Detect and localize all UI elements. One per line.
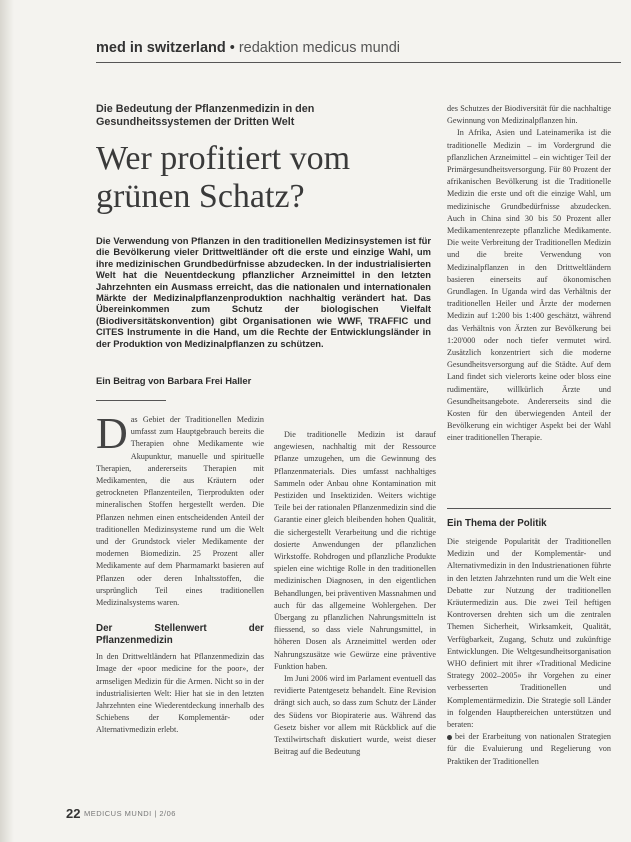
bullet-text: bei der Erarbeitung von nationalen Strategien für die Evaluierung und Regelierung von Praktiken der Traditionellen: [447, 732, 611, 766]
article-headline: Wer profitiert vom grünen Schatz?: [96, 140, 351, 215]
paragraph-text: as Gebiet der Traditionellen Medizin umfasst zum Hauptgebrauch bereits die Therapien ohne Medikamente wie Akupunktur, manuelle und spirituelle Therapien, andererseits Therapien mit Medikamenten, die aus Kräutern oder getrockneten Pflanzenteilen, Tierprodukten oder mineralischen Stoffen hergestellt werden. Die Pflanzen nehmen einen entscheidenden Anteil der traditionellen Medizinsysteme rund um die Welt und der Grundstock vieler Medikamente der modernen Biomedizin. 25 Prozent aller Medikamente auf dem Pharmamarkt basieren auf Pflanzen oder deren Inhaltsstoffen, die ursprünglich Teil eines traditionellen Medizinalsystems waren.: [96, 415, 264, 608]
body-paragraph: Die traditionelle Medizin ist darauf angewiesen, nachhaltig mit der Ressource Pflanze umzugehen, um die Gewinnung des Pflanzenmaterials. Dies umfasst nachhaltiges Sammeln oder Anbau ohne Kontamination mit Pestiziden und Insektiziden. Weiters wichtige Teile bei der rationalen Pflanzenmedizin sind die Garantie einer gleich bleibenden hohen Qualität, die sichergestellt Verarbeitung und die richtige dosierte Anwendungen der pflanzlichen Wirkstoffe. Rohdrogen und pflanzliche Produkte spielen eine wichtige Rolle in den traditionellen medizinischen Diagnosen, in den eigentlichen Behandlungen, bei präventiven Massnahmen und auch für das allgemeine Wohlergehen. Der Übergang zu pflanzlichen Nahrungsmitteln ist fliessend, so dass viele Nahrungsmittel, in höheren Dosen als Arzneimittel werden oder Nahrungszusätze wie Gewürze eine präventive Funktion haben.: [274, 430, 436, 671]
section-rule: [447, 508, 611, 509]
page-number: 22: [66, 806, 81, 821]
column-2: [274, 429, 436, 758]
body-paragraph: In Afrika, Asien und Lateinamerika ist die traditionelle Medizin – im Vordergrund die pflanzlichen Arzneimittel – ein wichtiger Teil der Primärgesundheitsversorgung. Für 80 Prozent der afrikanischen Bevölkerung ist die Traditionelle Medizin die erste und oft die einzige Wahl, um medizinische Grundbedürfnisse abzudecken. Auch in China sind 30 bis 50 Prozent aller Medikamentenrezepte pflanzliche Medikamente. Die weite Verbreitung der Traditionellen Medizin und die breite Verwendung von Medizinalpflanzen in den Drittweltländern basieren einerseits auf ökonomischen Grundlagen. In Uganda wird das Verhältnis der traditionellen Heiler und Ärzte der modernen Medizin auf 1:200 bis 1:400 geschätzt, während das Verhältnis von Ärzten zur Bevölkerung bei 1:20'000 oder noch tiefer vermutet wird. Zusätzlich konzentriert sich die moderne Gesundheitsversorgung auf die Städte. Auf dem Land findet sich vielerorts keine oder bloss eine rudimentäre, willkürlich Ärzte und Gesundheitsangebote. Andererseits sind die Kosten für den überwiegenden Anteil der Bevölkerung ein wichtiger Aspekt bei der Wahl einer traditionellen Therapie.: [447, 128, 611, 443]
article-byline: Ein Beitrag von Barbara Frei Haller: [96, 375, 252, 386]
header-rule: [96, 62, 621, 63]
body-paragraph: In den Drittweltländern hat Pflanzenmedizin das Image der «poor medicine for the poor», der armseligen Medizin für die Armen. Nicht so in der industrialisierten Welt: Hier hat sie in den letzten Jahrzehnten eine Wiederentdeckung innerhalb des Schiebens der Komplementär- oder Alternativmedizin erlebt.: [96, 652, 264, 735]
magazine-footer: MEDICUS MUNDI | 2/06: [84, 809, 176, 818]
subheading: Ein Thema der Politik: [447, 518, 547, 529]
body-paragraph: des Schutzes der Biodiversität für die nachhaltige Gewinnung von Medizinalpflanzen hin.: [447, 104, 611, 126]
header-bullet: •: [229, 40, 235, 56]
drop-cap: D: [96, 409, 128, 458]
article-lead: Die Verwendung von Pflanzen in den traditionellen Medizinsystemen ist für die Bevölkerung vieler Drittweltländer oft die erste und einzige Wahl, um ihre medizinischen Grundbedürfnisse abzudecken. In der industrialisierten Welt hat die Neuentdeckung pflanzlicher Arzneimittel in den letzten Jahrzehnten ein Ausmass erreicht, das die nationalen und internationalen Märkte der Medizinalpflanzenproduktion nachhaltig verändert hat. Das Übereinkommen zum Schutz der biologischen Vielfalt (Biodiversitätskonvention) gibt Organisationen wie WWF, TRAFFIC und CITES Instrumente in die Hand, um die Rechte der Entwicklungsländer in der Produktion von Medizinalpflanzen zu schützen.: [96, 235, 431, 349]
byline-rule: [96, 400, 166, 401]
column-1: [96, 409, 264, 737]
bullet-item: [447, 731, 611, 768]
page-fold-shadow: [0, 0, 14, 842]
section-label: med in switzerland: [96, 40, 226, 56]
article-kicker: Die Bedeutung der Pflanzenmedizin in den Gesundheitssystemen der Dritten Welt: [96, 103, 315, 128]
section-header: [96, 40, 400, 56]
body-paragraph: [96, 409, 264, 609]
body-paragraph: Im Juni 2006 wird im Parlament eventuell das revidierte Patentgesetz behandelt. Eine Revision drängt sich auch, so dass zum Schutz der Länder des Südens vor Biopiraterie aus. Während das Gesetz bisher vor allem mit Rückblick auf die Textilwirtschaft diskutiert wurde, weist dieser Beitrag auf die Bedeutung: [274, 674, 436, 757]
editorial-label: redaktion medicus mundi: [238, 40, 401, 56]
body-paragraph: Die steigende Popularität der Traditionellen Medizin und der Komplementär- und Alternativmedizin in den Industrienationen führte in den letzten Jahrzehnten rund um die Welt eine Debatte zur Nutzung der traditionellen Kräutermedizin aus. Die zwei Teil heftigen Kontroversen drehten sich um die zentralen Themen Sicherheit, Wirksamkeit, Qualität, Verfügbarkeit, Zugang, Schutz und zukünftige Entwicklungen. Die Weltgesundheitsorganisation WHO definiert mit ihrer «Traditional Medicine Strategy 2002–2005» ihr Vorgehen zu einer verbesserten Traditionellen und Komplementärmedizin. Die Strategie soll Länder in folgenden Hauptbereichen unterstützen und beraten:: [447, 537, 611, 730]
column-3: [447, 103, 611, 445]
bullet-icon: [447, 735, 452, 740]
subheading: Der Stellenwert der Pflanzenmedizin: [96, 623, 264, 647]
column-3-continued: [447, 518, 611, 768]
